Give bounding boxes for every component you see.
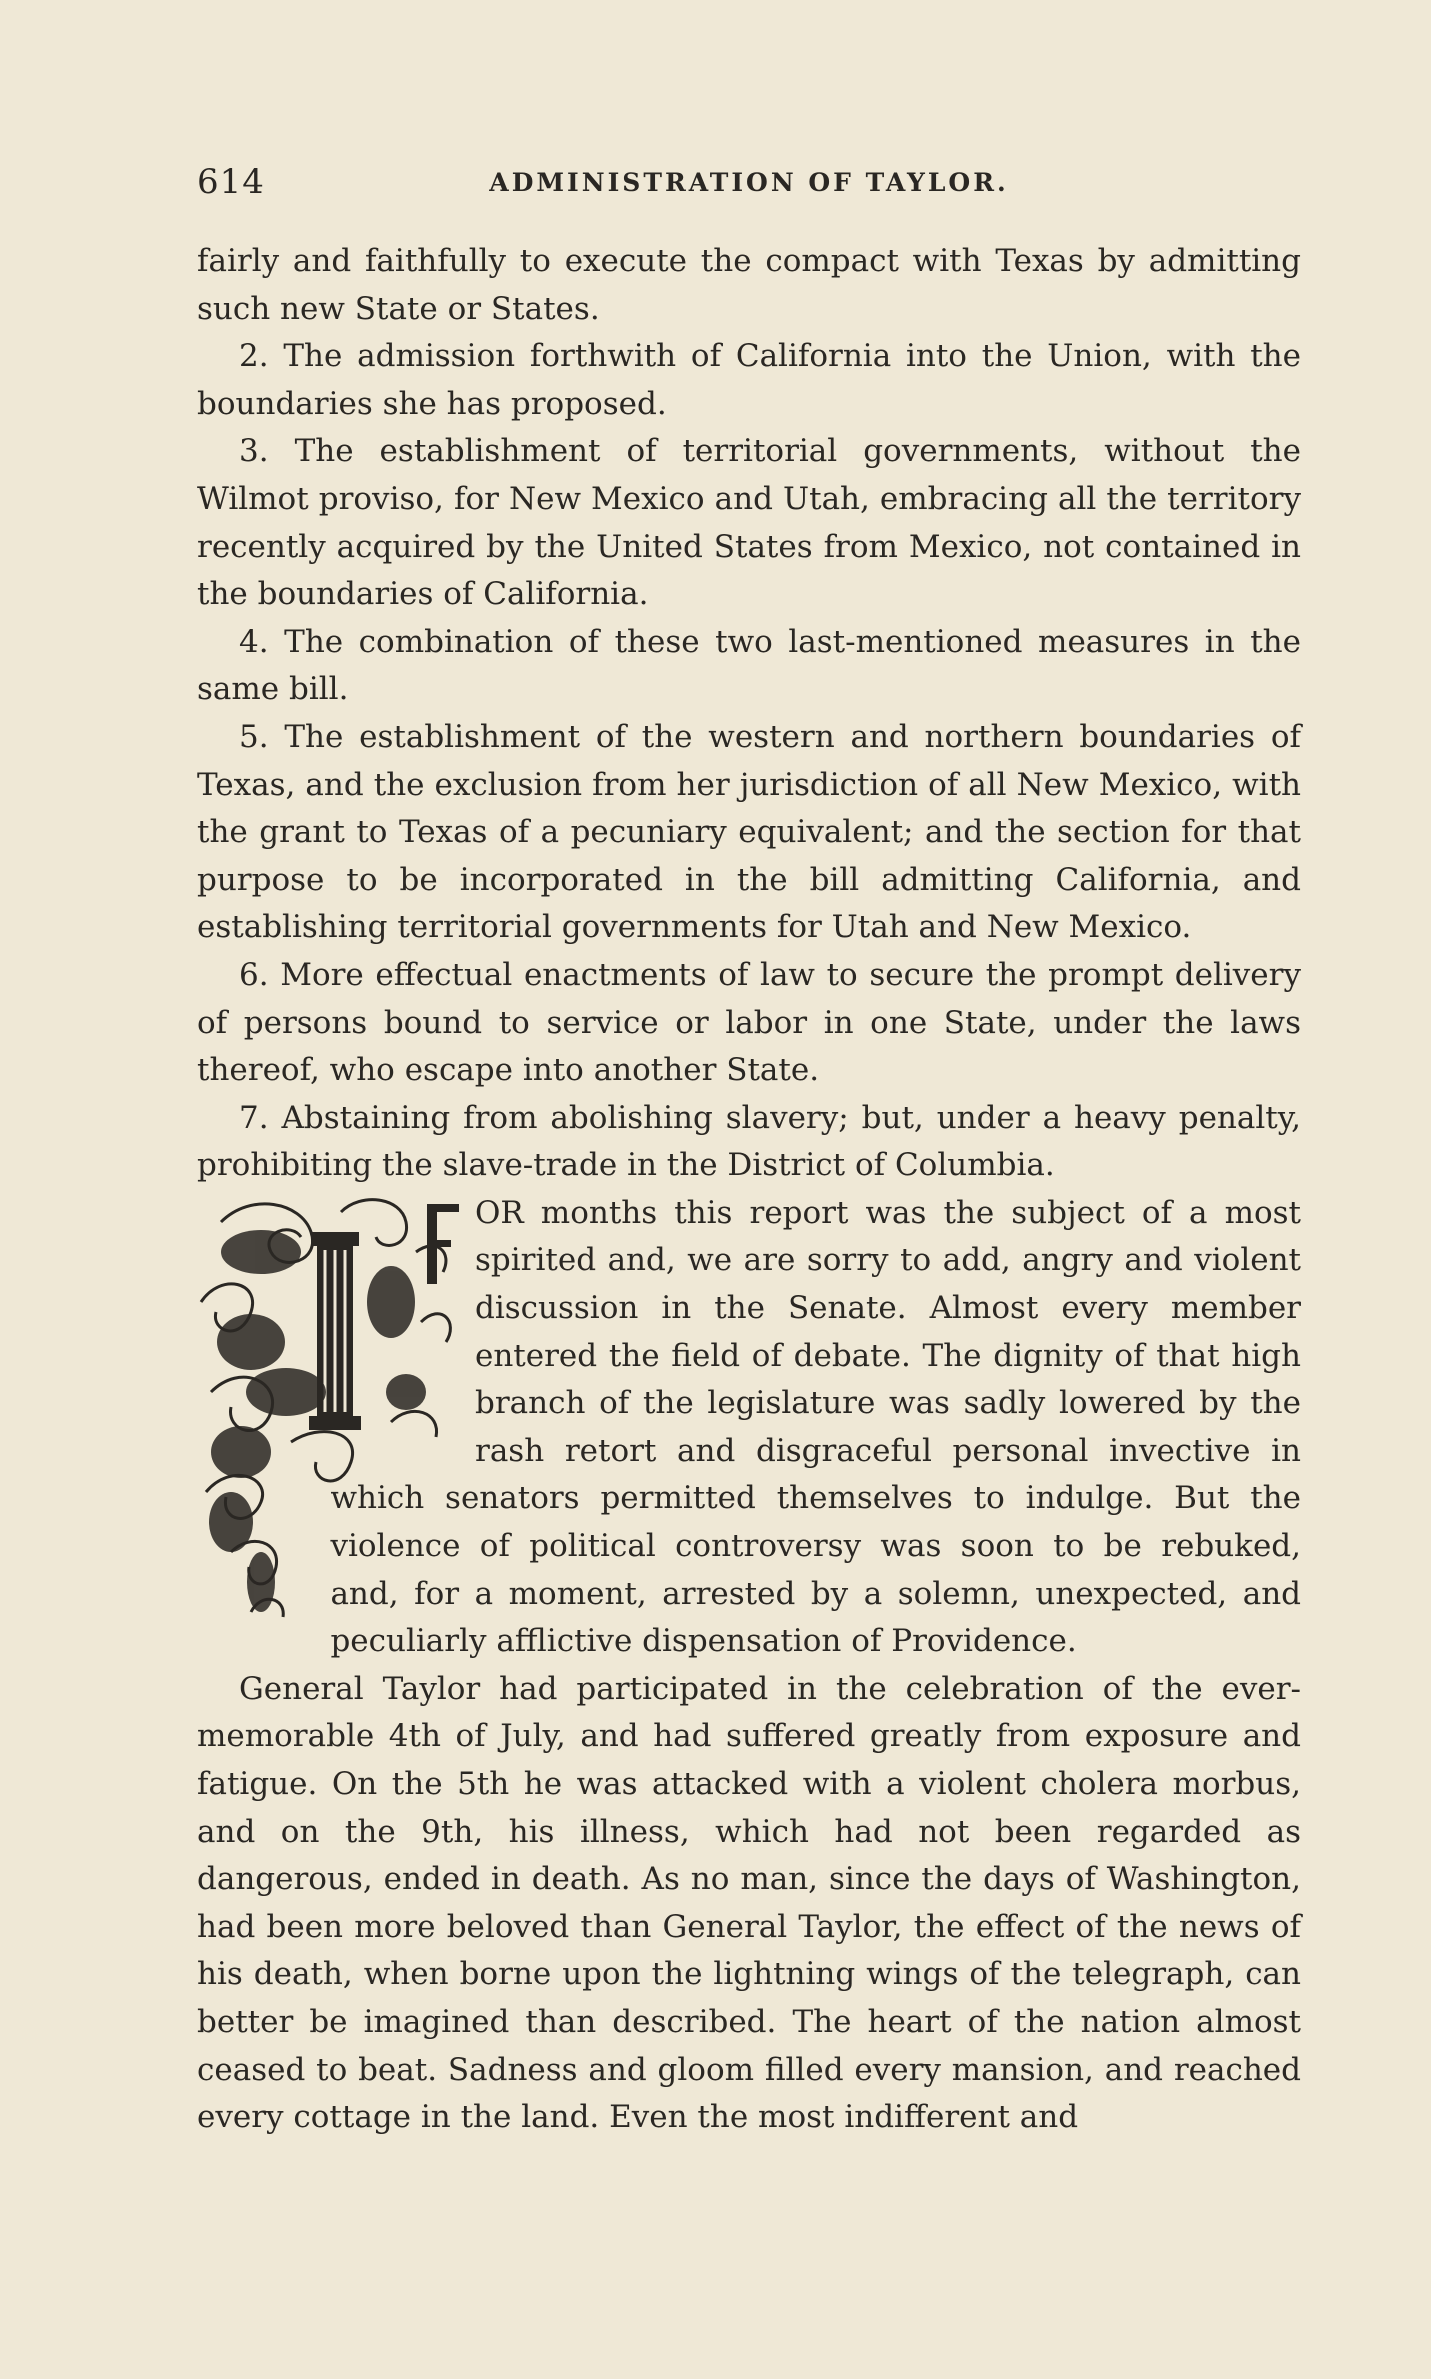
paragraph-item-6: 6. More effectual enactments of law to secure the prompt delivery of persons bound to service or labor in one State, under the laws thereof, who escape into another State. xyxy=(197,956,1301,1089)
page-number: 614 xyxy=(197,162,265,202)
paragraph-item-3: 3. The establishment of territorial governments, without the Wilmot proviso, for New Mexico and Utah, embracing all the territory recently acquired by the United States from Mexico, not contained in the boundaries of California. xyxy=(197,433,1301,613)
dropcap-paragraph-text: OR months this report was the subject of a most spirited and, we are sorry to add, angry and violent discussion in the Senate. Almost every member entered the field of debate. The dignity of that high branch of the legislature was sadly lowered by the rash retort and disgraceful personal invective in which senators permitted themselves to indulge. But the violence of political controversy was soon to be rebuked, and, for a moment, arrested by a solemn, unexpected, and peculiarly afflictive dispensation of Providence. xyxy=(330,1194,1301,1660)
paragraph-continuation: fairly and faithfully to execute the compact with Texas by admitting such new State or States. xyxy=(197,243,1301,327)
dropcap-block xyxy=(197,1190,1301,1666)
page-header xyxy=(197,162,1301,206)
text-body xyxy=(197,238,1301,2142)
paragraph-item-7: 7. Abstaining from abolishing slavery; but, under a heavy penalty, prohibiting the slave-trade in the District of Columbia. xyxy=(197,1099,1301,1184)
paragraph-taylor-death: General Taylor had participated in the celebration of the ever-memorable 4th of July, and had suffered greatly from exposure and fatigue. On the 5th he was attacked with a violent cholera morbus, and on the 9th, his illness, which had not been regarded as dangerous, ended in death. As no man, since the days of Washington, had been more beloved than General Taylor, the effect of the news of his death, when borne upon the lightning wings of the telegraph, can better be imagined than described. The heart of the nation almost ceased to beat. Sadness and gloom filled every mansion, and reached every cottage in the land. Even the most indifferent and xyxy=(197,1670,1301,2136)
paragraph-item-2: 2. The admission forthwith of California into the Union, with the boundaries she has proposed. xyxy=(197,338,1301,422)
running-title: ADMINISTRATION OF TAYLOR. xyxy=(489,168,1009,197)
paragraph-item-5: 5. The establishment of the western and northern boundaries of Texas, and the exclusion from her jurisdiction of all New Mexico, with the grant to Texas of a pecuniary equivalent; and the section for that purpose to be incorporated in the bill admitting California, and establishing territorial governments for Utah and New Mexico. xyxy=(197,718,1301,946)
paragraph-item-4: 4. The combination of these two last-mentioned measures in the same bill. xyxy=(197,623,1301,708)
